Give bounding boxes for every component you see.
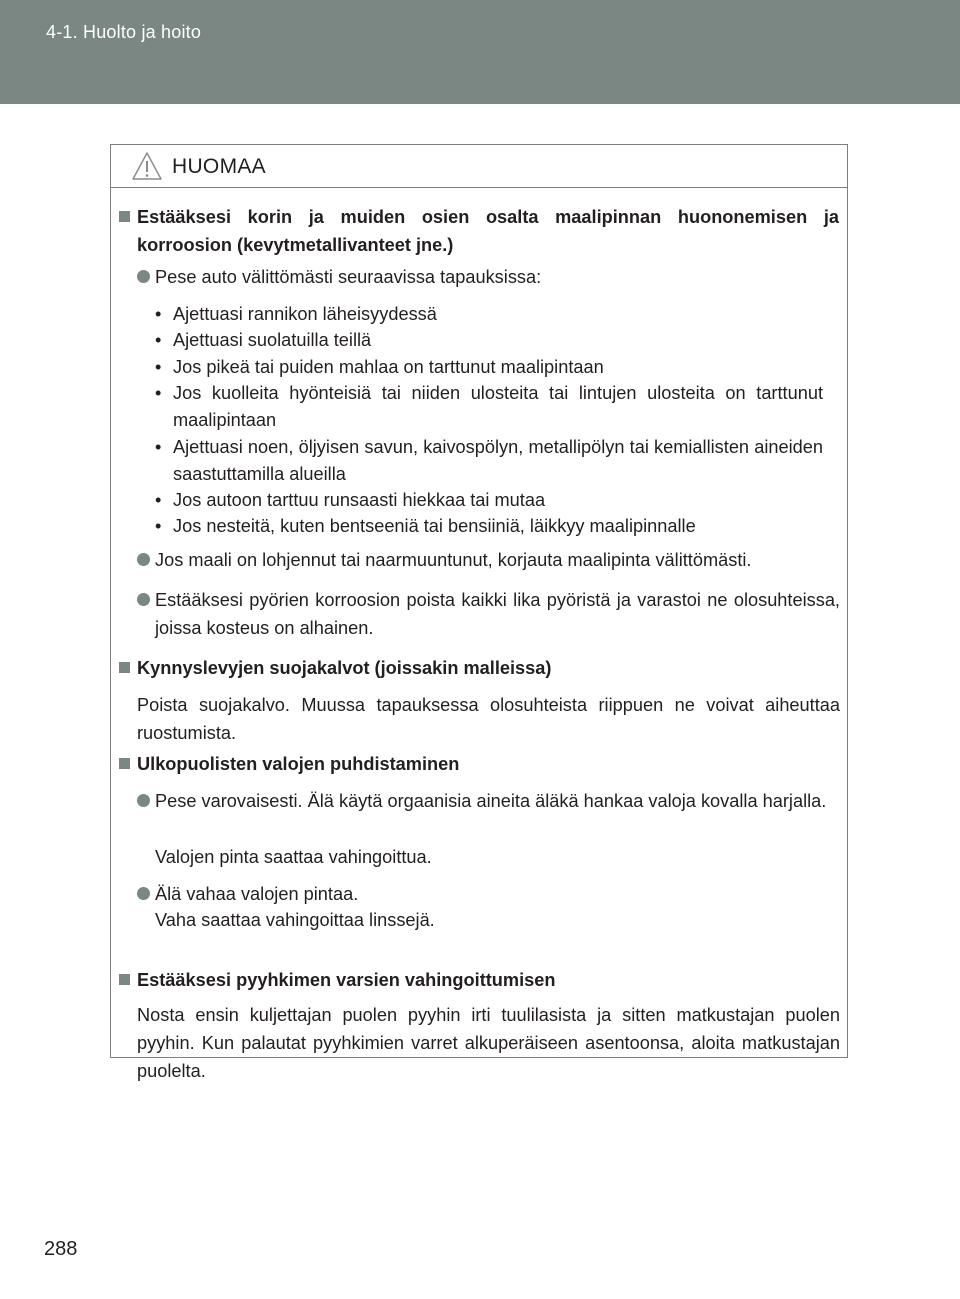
list-item: • Jos kuolleita hyönteisiä tai niiden ulosteita tai lintujen ulosteita on tarttunut maalipintaan	[155, 380, 823, 433]
list-item: • Ajettuasi rannikon läheisyydessä	[155, 301, 823, 328]
block-heading: Estääksesi korin ja muiden osien osalta maalipinnan huononemisen ja korroosion (kevytmetallivanteet jne.)	[119, 203, 839, 259]
bullet-item: Pese varovaisesti. Älä käytä orgaanisia aineita äläkä hankaa valoja kovalla harjalla.	[137, 787, 840, 815]
notice-box	[110, 144, 848, 1081]
dot-marker-icon: •	[155, 437, 162, 457]
list-item: • Jos nesteitä, kuten bentseeniä tai bensiiniä, läikkyy maalipinnalle	[155, 513, 823, 540]
dot-marker-icon: •	[155, 490, 162, 510]
list-item: • Jos pikeä tai puiden mahlaa on tarttunut maalipintaan	[155, 354, 823, 381]
paragraph: Poista suojakalvo. Muussa tapauksessa olosuhteista riippuen ne voivat aiheuttaa ruostumista.	[137, 695, 840, 743]
list-item: • Jos autoon tarttuu runsaasti hiekkaa tai mutaa	[155, 487, 823, 514]
circle-bullet-icon	[137, 270, 150, 283]
paragraph: Nosta ensin kuljettajan puolen pyyhin irti tuulilasista ja sitten matkustajan puolen pyyhin. Kun palautat pyyhkimien varret alkuperäiseen asentoonsa, aloita matkustajan puolelta.	[137, 1005, 840, 1081]
list-item: • Ajettuasi noen, öljyisen savun, kaivospölyn, metallipölyn tai kemiallisten aineiden saastuttamilla alueilla	[155, 434, 823, 487]
square-bullet-icon	[119, 974, 130, 985]
circle-bullet-icon	[137, 794, 150, 807]
bullet-item: Pese auto välittömästi seuraavissa tapauksissa:	[137, 263, 840, 291]
list-item: • Ajettuasi suolatuilla teillä	[155, 327, 823, 354]
dot-marker-icon: •	[155, 516, 162, 536]
bullet-item: Estääksesi pyörien korroosion poista kaikki lika pyöristä ja varastoi ne olosuhteissa, joissa kosteus on alhainen.	[137, 586, 840, 642]
bullet-item: Jos maali on lohjennut tai naarmuuntunut, korjauta maalipinta välittömästi.	[137, 546, 840, 574]
dot-marker-icon: •	[155, 304, 162, 324]
notice-title: HUOMAA	[172, 155, 266, 178]
note-text: Valojen pinta saattaa vahingoittua.	[155, 847, 432, 867]
circle-bullet-icon	[137, 887, 150, 900]
section-title: 4-1. Huolto ja hoito	[46, 22, 202, 42]
header-band	[0, 0, 960, 104]
page-number: 288	[44, 1238, 78, 1260]
square-bullet-icon	[119, 662, 130, 673]
notice-header	[111, 145, 847, 188]
dot-marker-icon: •	[155, 383, 162, 403]
square-bullet-icon	[119, 211, 130, 222]
dot-marker-icon: •	[155, 357, 162, 377]
square-bullet-icon	[119, 758, 130, 769]
warning-triangle-icon	[131, 151, 163, 181]
block-heading: Kynnyslevyjen suojakalvot (joissakin malleissa)	[119, 654, 839, 682]
dot-marker-icon: •	[155, 330, 162, 350]
block-heading: Estääksesi pyyhkimen varsien vahingoittumisen	[119, 966, 839, 994]
circle-bullet-icon	[137, 593, 150, 606]
block-heading: Ulkopuolisten valojen puhdistaminen	[119, 750, 839, 778]
bullet-item: Älä vahaa valojen pintaa.	[137, 880, 840, 908]
note-text: Vaha saattaa vahingoittaa linssejä.	[155, 910, 435, 930]
circle-bullet-icon	[137, 553, 150, 566]
